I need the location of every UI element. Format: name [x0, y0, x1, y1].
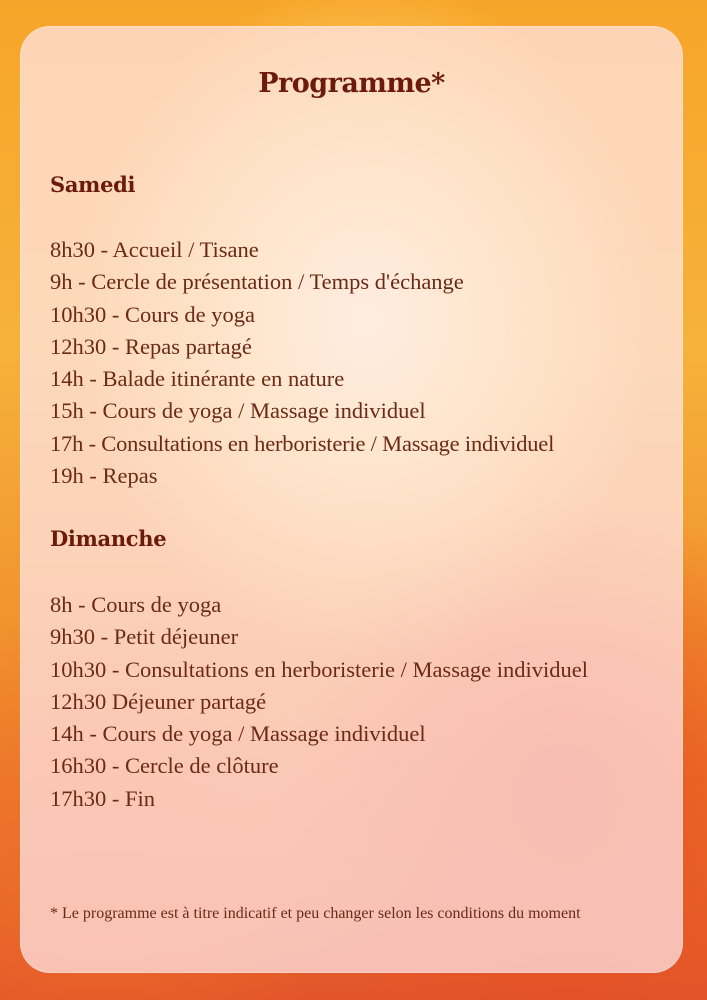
schedule-item: 10h30 - Cours de yoga — [50, 301, 255, 327]
schedule-item: 19h - Repas — [50, 463, 158, 489]
dimanche-schedule — [50, 589, 680, 815]
section-heading-dimanche: Dimanche — [50, 526, 167, 551]
schedule-item: 14h - Balade itinérante en nature — [50, 366, 345, 392]
page-title: Programme* — [258, 68, 445, 99]
samedi-schedule — [50, 234, 680, 492]
schedule-item: 17h30 - Fin — [50, 785, 156, 811]
schedule-item: 17h - Consultations en herboristerie / Massage individuel — [50, 430, 555, 456]
schedule-item: 14h - Cours de yoga / Massage individuel — [50, 721, 426, 747]
schedule-item: 8h30 - Accueil / Tisane — [50, 237, 259, 262]
schedule-item: 9h30 - Petit déjeuner — [50, 624, 239, 650]
schedule-item: 15h - Cours de yoga / Massage individuel — [50, 398, 426, 424]
schedule-item: 9h - Cercle de présentation / Temps d'échange — [50, 269, 464, 295]
program-card — [20, 26, 683, 973]
footnote: * Le programme est à titre indicatif et peu changer selon les conditions du moment — [50, 905, 581, 922]
schedule-item: 16h30 - Cercle de clôture — [50, 753, 279, 779]
section-heading-samedi: Samedi — [50, 172, 136, 197]
schedule-item: 12h30 Déjeuner partagé — [50, 688, 267, 714]
schedule-item: 12h30 - Repas partagé — [50, 333, 252, 359]
schedule-item: 8h - Cours de yoga — [50, 592, 222, 617]
schedule-item: 10h30 - Consultations en herboristerie / Massage individuel — [50, 656, 589, 682]
